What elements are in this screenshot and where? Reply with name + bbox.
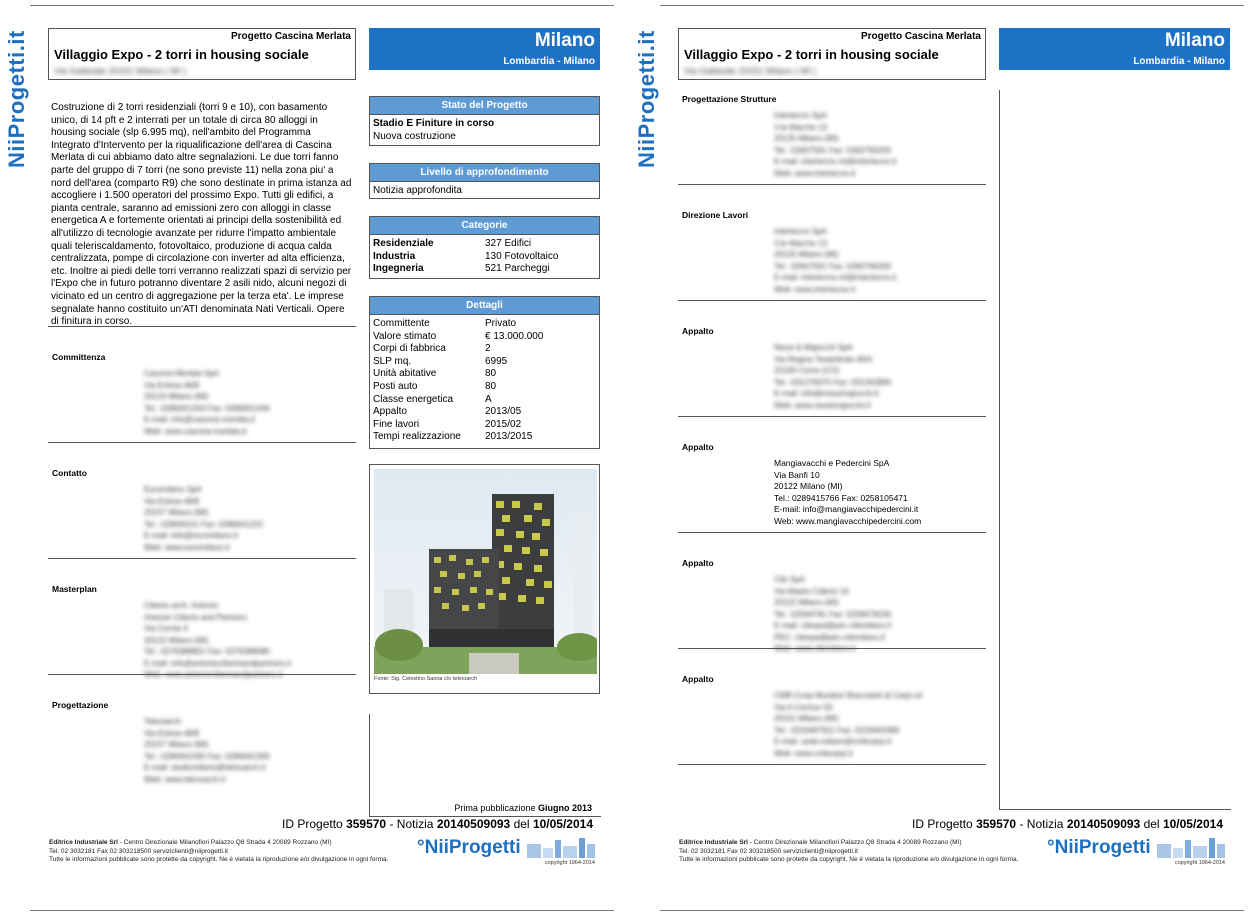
top-rule [30,5,614,6]
contact-line: Via Regina Teodolinda 49/A [774,354,873,364]
contact-role: Appalto [682,326,714,336]
footer-company: Editrice Industriale Srl [679,839,748,846]
project-id: 359570 [346,817,387,831]
livello-value: Notizia approfondita [373,185,462,196]
project-label: Progetto Cascina Merlata [860,31,981,42]
page-2 [630,0,1250,912]
footer-address: - Centro Direzionale Milanofiori Palazzo Q8 Strada 4 20089 Rozzano (MI) [748,839,962,846]
kv-row [373,263,596,276]
kv-row [373,394,596,407]
separator [48,326,356,327]
kv-key: Fine lavori [373,418,420,430]
footer-tel: Tel. 02 3032181 Fax 02 303218500 serviziclienti@niiprogetti.it [49,847,228,855]
contact-line: Web: www.mangiavacchipedercini.com [774,515,922,526]
project-image-frame [369,464,600,694]
kv-value: 130 Fotovoltaico [485,250,559,262]
dettagli-list [370,315,599,447]
contact-line: Citterio arch. Antonio [144,601,219,610]
contact-line: Via Eritrea 48/8 [144,496,199,506]
project-id-line [282,817,593,831]
contact-line: Nessi & Majocchi SpA [774,343,853,352]
kv-key: Ingegneria [373,263,424,275]
first-pub-value: Giugno 2013 [537,803,592,813]
stato-line2: Nuova costruzione [373,130,456,142]
footer-logo [417,836,597,864]
contact-details [774,226,896,295]
kv-key: Tempi realizzazione [373,431,461,443]
kv-key: Posti auto [373,380,418,392]
contact-block [682,558,982,662]
contact-line: Web: www.teknoarch.it [144,774,226,784]
contact-details [144,600,291,681]
contact-details [774,342,891,411]
region-name: Lombardia - Milano [1133,56,1225,67]
contact-line: Web: www.cmbcarpi.it [774,748,853,758]
contact-line: 20125 Milano (MI) [774,134,839,143]
stato-header: Stato del Progetto [370,97,599,115]
contact-line: E-mail: sede.milano@cmbcarpi.it [774,737,892,746]
categorie-header: Categorie [370,217,599,235]
separator [48,558,356,559]
contact-block [52,700,352,804]
footer-logo-text: °NiiProgetti [1047,837,1151,858]
contact-line: Intertecno SpA [774,227,827,236]
contact-line: Tel.: 0286001I1 Fax: 0286001222 [144,519,264,529]
contact-line: Via Eritrea 48/8 [144,728,199,738]
stato-line1: Stadio E Finiture in corso [373,118,495,129]
project-title: Villaggio Expo - 2 torri in housing sociale [684,47,939,62]
contact-line: 20124 Milano (MI) [144,392,209,401]
contact-role: Appalto [682,558,714,568]
contact-line: Teknoarch [144,717,181,726]
stato-panel [369,96,600,146]
notizia-id: 20140509093 [1066,817,1141,831]
separator [48,674,356,675]
kv-key: Residenziale [373,238,434,249]
contact-line: 20151 Milano (MI) [774,714,839,723]
contact-details [774,458,921,527]
kv-key: Appalto [373,406,407,418]
dettagli-header: Dettagli [370,297,599,315]
kv-row [373,406,596,419]
contact-line: Tel.: 031278375 Fax: 031262806 [774,377,891,387]
project-title-box [48,28,356,80]
kv-value: 80 [485,380,497,392]
kv-row [373,318,596,331]
kv-value: 2013/05 [485,406,522,418]
project-label: Progetto Cascina Merlata [230,31,351,42]
contact-line: Web: www.antoniocitterioandpartners.it [144,670,283,679]
project-title: Villaggio Expo - 2 torri in housing sociale [54,47,309,62]
first-publication [454,803,592,813]
categorie-list [370,235,599,279]
id-date: 10/05/2014 [1162,817,1223,831]
kv-value: 521 Parcheggi [485,263,550,275]
contact-line: Tel.: 0286001335 Fax: 0286001305 [144,751,270,761]
contact-line: E-mail: intertecno.mi@intertecno.it [774,273,897,282]
contact-line: Intertecno SpA [774,111,827,120]
contact-line: Web: www.cascina-merlata.it [144,426,247,436]
dettagli-panel [369,296,600,449]
project-description: Costruzione di 2 torri residenziali (torri 9 e 10), con basamento unico, di 14 pft e 2 interrati per un totale di circa 80 alloggi in housing sociale (slp 6.995 mq), nell'ambito del Programma Integrato d'Intervento per la riqualificazione dell'area di Cascina Merlata di cui abbiamo dato altre segnalazioni. Le due torri fanno parte del gruppo di 7 torri (ne sono previste 11) nella zona piu' a nord dell'area (comparto R9) che sono destinate in prima istanza ad accogliere i 1.500 operatori del prossimo Expo. Tutti gli edifici, a pianta centrale, saranno ad emissioni zero con alloggi in classe energetica A e fortemente orientati ai principi della sostenibilità ed all'utilizzo di tecnologie avanzate per ridurre l'impatto ambientale quali teleriscaldamento, fotovoltaico, produzione di acqua calda centralizzata, pompe di circolazione con inverter ad alta efficienza, etc. Inoltre ai piedi delle torri verranno realizzati spazi di servizio per l'Expo che in futuro potranno diventare 2 asili nido, alcuni negozi di vicinato ed un centro di aggregazione per la terza eta'. Le imprese segnalate hanno costituito un'ATI denominata Nati Verticali. Opere di finitura in corso. [51,102,352,328]
contact-line: Tel.: 0286001343 Fax: 0286001344 [144,403,270,413]
brand-vertical-logo [4,28,30,168]
separator [678,764,986,765]
brand-text: NiiProgetti.it [4,30,29,168]
kv-row [373,381,596,394]
id-prefix: ID Progetto [282,817,343,831]
contact-line: Euromilano SpA [144,485,202,494]
contact-line: 22100 Como (CO) [774,366,840,375]
footer-address: - Centro Direzionale Milanofiori Palazzo Q8 Strada 4 20089 Rozzano (MI) [118,839,332,846]
page-1 [0,0,620,912]
kv-key: Committente [373,318,430,329]
kv-row [373,251,596,264]
contact-line: 20125 Milano (MI) [774,250,839,259]
contact-line: Via Madre Cabrini 10 [774,586,850,596]
contact-role: Appalto [682,674,714,684]
empty-frame [369,714,601,817]
contact-block [682,210,982,314]
contact-block [682,674,982,778]
contact-line: 20157 Milano (MI) [144,508,209,517]
contact-line: Antonio Citterio and Partners [144,612,247,622]
livello-panel [369,163,600,199]
footer-logo [1047,836,1227,864]
livello-header: Livello di approfondimento [370,164,599,182]
city-box [369,28,600,70]
kv-key: Corpi di fabbrica [373,343,446,355]
contact-details [774,110,896,179]
footer-copyright: copyright 1964-2014 [544,860,595,866]
contact-line: E-mail: info@cascina-merlata.it [144,415,255,424]
kv-row [373,238,596,251]
contact-role: Direzione Lavori [682,210,749,220]
kv-key: Unità abitative [373,368,437,380]
region-name: Lombardia - Milano [503,56,595,67]
contact-details [774,690,923,759]
separator [678,300,986,301]
brand-text: NiiProgetti.it [634,30,659,168]
contact-line: 20157 Milano (MI) [144,740,209,749]
right-empty-frame [999,90,1231,810]
contact-role: Progettazione [52,700,109,710]
id-mid: - Notizia [1019,817,1064,831]
footer-company: Editrice Industriale Srl [49,839,118,846]
contact-details [144,484,263,553]
id-del: del [1143,817,1160,831]
footer-text [679,839,1059,865]
contact-block [682,94,982,198]
contact-line: E-mail: intertecno.mi@intertecno.it [774,157,897,166]
notizia-id: 20140509093 [436,817,511,831]
kv-key: Valore stimato [373,330,437,342]
contact-line: Tel.: 02584781 Fax: 0258478226 [774,609,891,619]
contact-line: CMB Coop Muratori Braccianti di Carpi srl [774,691,923,700]
contact-block [52,584,352,688]
contact-line: 20122 Milano (MI) [774,481,843,491]
project-id: 359570 [976,817,1017,831]
contact-line: 20122 Milano (MI) [774,598,839,607]
footer-text [49,839,429,865]
contact-line: V.le Marche 13 [774,238,828,248]
contact-line: Tel.: 02607591 Fax: 0260790200 [774,261,891,271]
contact-line: Web: www.intertecno.it [774,168,856,178]
top-rule [660,5,1244,6]
project-title-box [678,28,986,80]
kv-row [373,419,596,432]
separator [678,416,986,417]
contact-line: 20122 Milano (MI) [144,635,209,645]
separator [678,184,986,185]
project-address: Via Gallarate 20151 Milano ( MI ) [684,66,816,76]
footer-copyright: copyright 1964-2014 [1174,860,1225,866]
contact-role: Contatto [52,468,87,478]
contact-details [144,368,270,437]
contact-line: Tel.: 0276388801 Fax: 0276388080 [144,647,270,656]
contact-line: Via Banfi 10 [774,469,820,480]
contact-line: Cascina Merlata SpA [144,369,220,378]
contact-line: PEC: cilespa@pec.cilemilano.it [774,632,885,642]
kv-row [373,368,596,381]
project-id-line [912,817,1223,831]
footer-rights: Tutte le informazioni pubblicate sono protette da copyright. Ne è vietata la riproduzione e/o divulgazione in ogni forma. [49,856,389,863]
kv-value: 2 [485,343,491,355]
separator [48,442,356,443]
contact-line: E-mail: studiomilano@teknoarch.it [144,763,266,772]
contact-line: E-mail: cilespa@pec.cilemilano.it [774,621,892,630]
contact-block [52,468,352,572]
contact-line: Web: www.intertecno.it [774,284,856,294]
footer-tel: Tel. 02 3032181 Fax 02 303218500 serviziclienti@niiprogetti.it [679,847,858,855]
contact-line: Mangiavacchi e Pedercini SpA [774,458,890,468]
bottom-rule [30,910,614,911]
contact-block [52,352,352,456]
id-mid: - Notizia [389,817,434,831]
kv-key: Industria [373,250,416,262]
project-address: Via Gallarate 20151 Milano ( MI ) [54,66,186,76]
footer-rights: Tutte le informazioni pubblicate sono protette da copyright. Ne è vietata la riproduzione e/o divulgazione in ogni forma. [679,856,1019,863]
kv-value: 327 Edifici [485,238,532,249]
footer-logo-text: °NiiProgetti [417,837,521,858]
kv-row [373,356,596,369]
separator [678,648,986,649]
categorie-panel [369,216,600,279]
contact-block [682,326,982,430]
kv-value: 2013/2015 [485,431,533,443]
separator [678,532,986,533]
id-prefix: ID Progetto [912,817,973,831]
kv-value: A [485,393,492,405]
id-del: del [513,817,530,831]
kv-key: Classe energetica [373,393,454,405]
kv-row [373,331,596,344]
contact-line: Web: www.nessimajocchi.it [774,400,871,410]
project-rendering-image [374,469,597,674]
contact-line: Tel.: 02607591 Fax: 0260790200 [774,145,891,155]
kv-row [373,431,596,444]
kv-row [373,343,596,356]
kv-value: Privato [485,318,517,329]
contact-line: Tel.: 0289415766 Fax: 0258105471 [774,492,908,503]
image-caption: Fonte: Sig. Celestino Sanna c/o teknoarch [374,676,478,682]
contact-line: E-mail: info@antoniocitterioandpartners.it [144,658,291,668]
contact-line: E-mail: info@mangiavacchipedercini.it [774,504,919,514]
kv-value: 2015/02 [485,418,522,430]
city-name: Milano [534,30,595,51]
contact-role: Progettazione Strutture [682,94,777,104]
first-pub-label: Prima pubblicazione [454,803,536,813]
contact-block [682,442,982,546]
city-skyline-icon [527,838,597,858]
kv-value: 80 [485,368,497,380]
contact-role: Appalto [682,442,714,452]
contact-line: E-mail: info@euromilano.it [144,531,238,540]
kv-key: SLP mq. [373,355,412,367]
contact-line: Web: www.cilemilano.it [774,644,856,653]
contact-line: Web: www.euromilano.it [144,542,230,552]
contact-role: Masterplan [52,584,97,594]
kv-value: € 13.000.000 [485,330,544,342]
contact-line: Tel.: 0233497911 Fax: 0233400399 [774,725,900,735]
contact-line: Cile SpA [774,575,806,584]
city-box [999,28,1230,70]
contact-role: Committenza [52,352,106,362]
contact-line: Via A Cechov 50 [774,702,833,712]
contact-line: Via Cernia 4 [144,624,188,633]
id-date: 10/05/2014 [532,817,593,831]
contact-details [144,716,270,785]
brand-vertical-logo [634,28,660,168]
city-name: Milano [1164,30,1225,51]
contact-line: E-mail: info@nessimajocchi.it [774,389,879,398]
contact-details [774,574,891,655]
contact-line: Via Eritrea 48/8 [144,380,199,390]
kv-value: 6995 [485,355,508,367]
bottom-rule [660,910,1244,911]
city-skyline-icon [1157,838,1227,858]
contact-line: V.le Marche 13 [774,122,828,132]
